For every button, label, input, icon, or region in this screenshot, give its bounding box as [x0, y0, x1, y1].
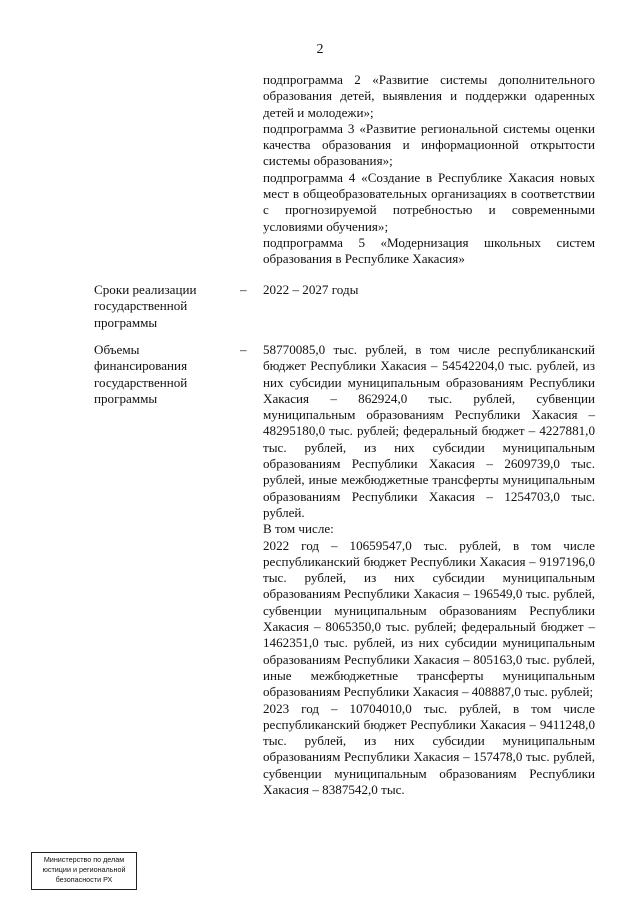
financing-2023: 2023 год – 10704010,0 тыс. рублей, в том числе республиканский бюджет Республики Хакасия – 9411248,0 тыс. рублей, из них субсидии муниципальным образованиям Республики Хакасия – 157478,0 тыс. рублей, субвенции муниципальным образованиям Республики Хакасия – 8387542,0 тыс.	[263, 700, 595, 798]
timeline-label-line: Сроки реализации	[94, 282, 197, 297]
financing-dash: –	[240, 342, 247, 357]
subprogram-5: подпрограмма 5 «Модернизация школьных систем образования в Республике Хакасия»	[263, 234, 595, 267]
subprogram-list	[263, 72, 595, 268]
financing-label-line: Объемы	[94, 342, 140, 357]
timeline-label-line: программы	[94, 314, 158, 330]
ministry-stamp	[31, 852, 137, 890]
stamp-line: Министерство по делам	[43, 855, 125, 864]
page-number: 2	[316, 42, 324, 57]
subprogram-4: подпрограмма 4 «Создание в Республике Хакасия новых мест в общеобразовательных организациях в соответствии с прогнозируемой потребностью и современными условиями обучения»;	[263, 169, 595, 234]
financing-total: 58770085,0 тыс. рублей, в том числе республиканский бюджет Республики Хакасия – 54542204,0 тыс. рублей, из них субсидии муниципальным образованиям Республики Хакасия – 862924,0 тыс. рублей, субвенции муниципальным образованиям Республики Хакасия – 48295180,0 тыс. рублей; федеральный бюджет – 4227881,0 тыс. рублей, из них субсидии муниципальным образованиям Республики Хакасия – 2609739,0 тыс. рублей, иные межбюджетные трансферты муниципальным образованиям Республики Хакасия – 1254703,0 тыс. рублей.	[263, 342, 595, 520]
financing-2022: 2022 год – 10659547,0 тыс. рублей, в том числе республиканский бюджет Республики Хакасия – 9197196,0 тыс. рублей, из них субсидии муниципальным образованиям Республики Хакасия – 196549,0 тыс. рублей, субвенции муниципальным образованиям Республики Хакасия – 8065350,0 тыс. рублей; федеральный бюджет – 1462351,0 тыс. рублей, из них субсидии муниципальным образованиям Республики Хакасия – 805163,0 тыс. рублей, иные межбюджетные трансферты муниципальным образованиям Республики Хакасия – 408887,0 тыс. рублей;	[263, 537, 595, 700]
financing-label-line: программы	[94, 390, 158, 406]
stamp-line: юстиции и региональной	[42, 865, 126, 874]
timeline-value: 2022 – 2027 годы	[263, 282, 359, 297]
subprogram-3: подпрограмма 3 «Развитие региональной системы оценки качества образования и информационной открытости системы образования»;	[263, 120, 595, 169]
financing-label-line: государственной	[94, 374, 188, 390]
financing-text	[263, 342, 595, 798]
timeline-label	[94, 282, 224, 331]
financing-label-line: финансирования	[94, 358, 188, 374]
financing-label	[94, 342, 224, 407]
timeline-label-line: государственной	[94, 298, 188, 314]
financing-including: В том числе:	[263, 521, 334, 537]
timeline-dash: –	[240, 282, 247, 297]
subprogram-2: подпрограмма 2 «Развитие системы дополнительного образования детей, выявления и поддержки одаренных детей и молодежи»;	[263, 72, 595, 120]
stamp-line: безопасности РХ	[55, 875, 113, 884]
